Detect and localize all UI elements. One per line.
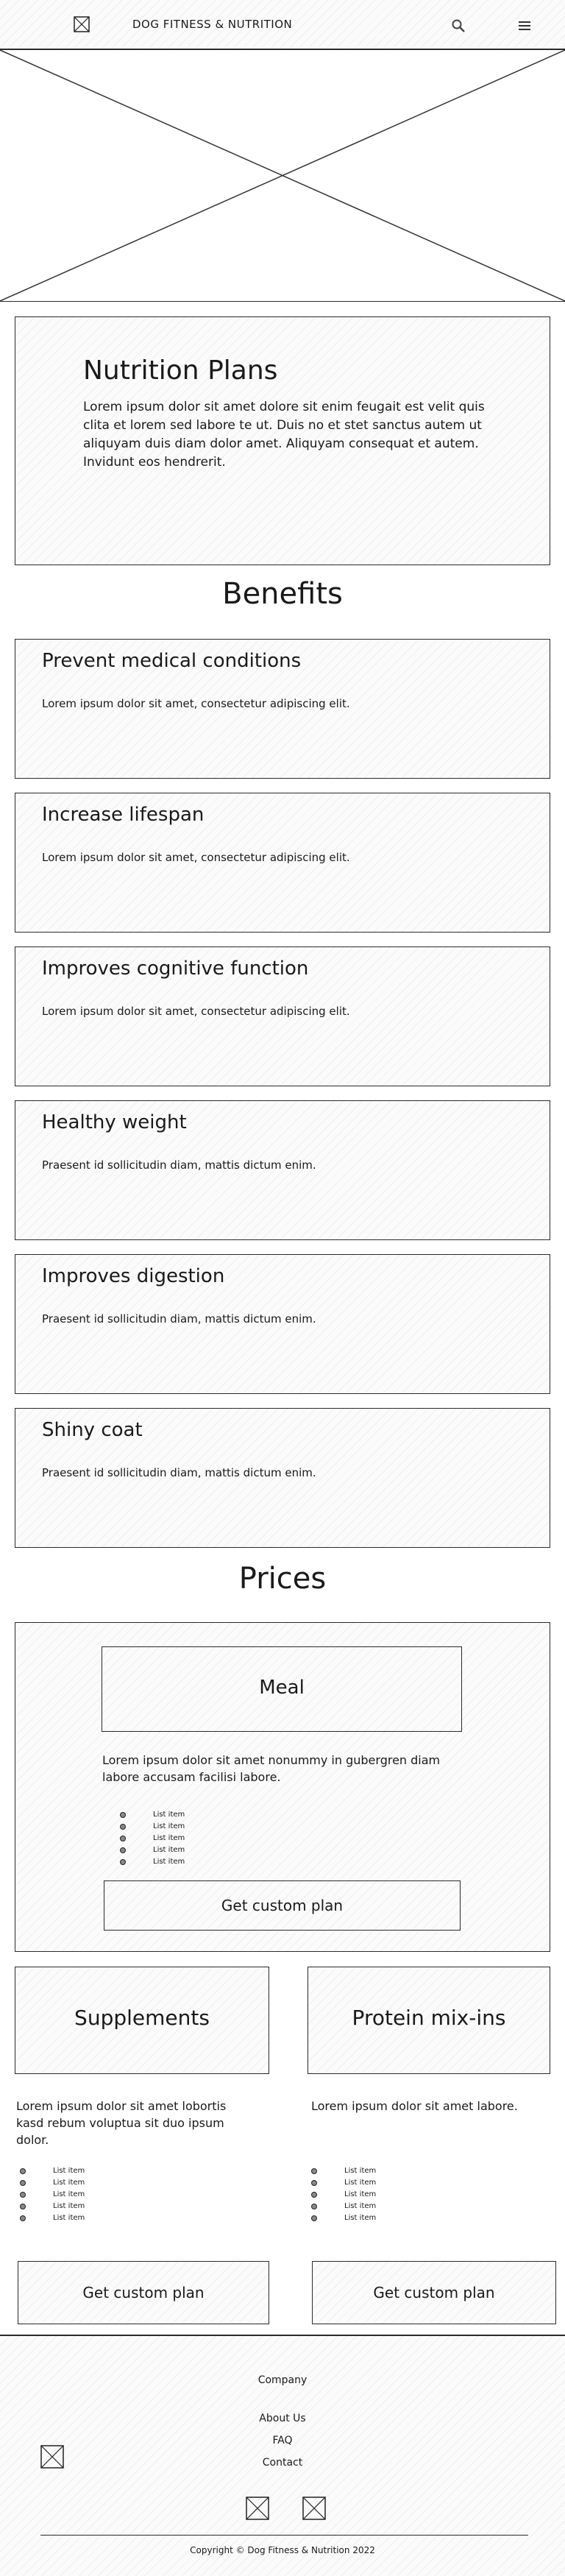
- protein-get-custom-plan-button[interactable]: Get custom plan: [312, 2261, 556, 2324]
- meal-get-custom-plan-button[interactable]: Get custom plan: [104, 1880, 461, 1931]
- copyright-text: Copyright © Dog Fitness & Nutrition 2022: [190, 2545, 375, 2555]
- list-item: List item: [120, 1809, 185, 1821]
- list-item: List item: [311, 2201, 376, 2212]
- supplements-plan-box: [15, 1967, 269, 2074]
- social-image-placeholder-icon[interactable]: [246, 2497, 269, 2520]
- supplements-description: Lorem ipsum dolor sit amet lobortis kasd rebum voluptua sit duo ipsum dolor.: [16, 2099, 227, 2147]
- benefit-card: [15, 1254, 550, 1394]
- supplements-feature-list: [20, 2165, 85, 2224]
- meal-description: Lorem ipsum dolor sit amet nonummy in gubergren diam labore accusam facilisi labore.: [102, 1753, 441, 1784]
- supplements-title: Supplements: [74, 2006, 210, 2030]
- benefits-heading: Benefits: [222, 577, 343, 611]
- benefit-title: Improves digestion: [42, 1265, 225, 1287]
- benefit-text: Lorem ipsum dolor sit amet, consectetur adipiscing elit.: [42, 1005, 350, 1018]
- protein-description: Lorem ipsum dolor sit amet labore.: [311, 2099, 518, 2113]
- benefit-title: Improves cognitive function: [42, 958, 309, 980]
- list-item: List item: [311, 2189, 376, 2201]
- benefit-title: Shiny coat: [42, 1419, 143, 1441]
- meal-plan-title: Meal: [259, 1677, 305, 1699]
- footer-logo-image-placeholder-icon[interactable]: [40, 2445, 64, 2469]
- list-item: List item: [120, 1856, 185, 1868]
- benefit-card: [15, 1100, 550, 1240]
- nutrition-plans-card: [15, 316, 550, 565]
- protein-plan-box: [308, 1967, 550, 2074]
- list-item: List item: [311, 2212, 376, 2224]
- protein-title: Protein mix-ins: [352, 2006, 506, 2030]
- site-title[interactable]: DOG FITNESS & NUTRITION: [132, 18, 293, 31]
- supplements-get-custom-plan-button[interactable]: Get custom plan: [18, 2261, 269, 2324]
- list-item: List item: [120, 1844, 185, 1856]
- page-title: Nutrition Plans: [83, 355, 278, 386]
- logo-image-placeholder-icon[interactable]: [74, 16, 90, 32]
- benefit-title: Prevent medical conditions: [42, 650, 302, 672]
- list-item: List item: [311, 2165, 376, 2177]
- benefit-card: [15, 793, 550, 933]
- site-header: [0, 0, 565, 50]
- site-footer: [0, 2335, 565, 2576]
- meal-price-card: [15, 1622, 550, 1952]
- prices-heading: Prices: [238, 1562, 327, 1596]
- footer-link-contact[interactable]: Contact: [262, 2457, 303, 2469]
- footer-divider: [40, 2535, 528, 2536]
- benefit-text: Praesent id sollicitudin diam, mattis dictum enim.: [42, 1312, 316, 1326]
- social-image-placeholder-icon[interactable]: [302, 2497, 326, 2520]
- list-item: List item: [20, 2165, 85, 2177]
- search-icon[interactable]: [450, 18, 466, 34]
- list-item: List item: [20, 2189, 85, 2201]
- hamburger-menu-icon[interactable]: [516, 18, 533, 34]
- list-item: List item: [20, 2201, 85, 2212]
- footer-link-faq[interactable]: FAQ: [272, 2435, 293, 2446]
- benefit-card: [15, 946, 550, 1086]
- meal-plan-box: [102, 1646, 462, 1732]
- benefit-title: Increase lifespan: [42, 804, 205, 826]
- benefit-text: Praesent id sollicitudin diam, mattis dictum enim.: [42, 1158, 316, 1172]
- protein-feature-list: [311, 2165, 376, 2224]
- footer-heading: Company: [257, 2374, 308, 2386]
- benefit-card: [15, 1408, 550, 1548]
- list-item: List item: [311, 2177, 376, 2189]
- list-item: List item: [120, 1833, 185, 1844]
- footer-link-about[interactable]: About Us: [259, 2413, 306, 2424]
- benefit-text: Lorem ipsum dolor sit amet, consectetur adipiscing elit.: [42, 851, 350, 864]
- list-item: List item: [20, 2177, 85, 2189]
- meal-feature-list: [120, 1809, 185, 1868]
- benefit-card: [15, 639, 550, 779]
- benefit-text: Lorem ipsum dolor sit amet, consectetur adipiscing elit.: [42, 697, 350, 710]
- intro-paragraph: Lorem ipsum dolor sit amet dolore sit enim feugait est velit quis clita et lorem sed labore te ut. Duis no et stet sanctus autem ut aliquyam duis diam dolor amet. Aliquyam consequat et autem. Invidunt eos hendrerit.: [83, 400, 485, 470]
- benefit-title: Healthy weight: [42, 1111, 187, 1133]
- list-item: List item: [120, 1821, 185, 1833]
- list-item: List item: [20, 2212, 85, 2224]
- hero-image-placeholder-icon: [0, 50, 565, 302]
- benefit-text: Praesent id sollicitudin diam, mattis dictum enim.: [42, 1466, 316, 1479]
